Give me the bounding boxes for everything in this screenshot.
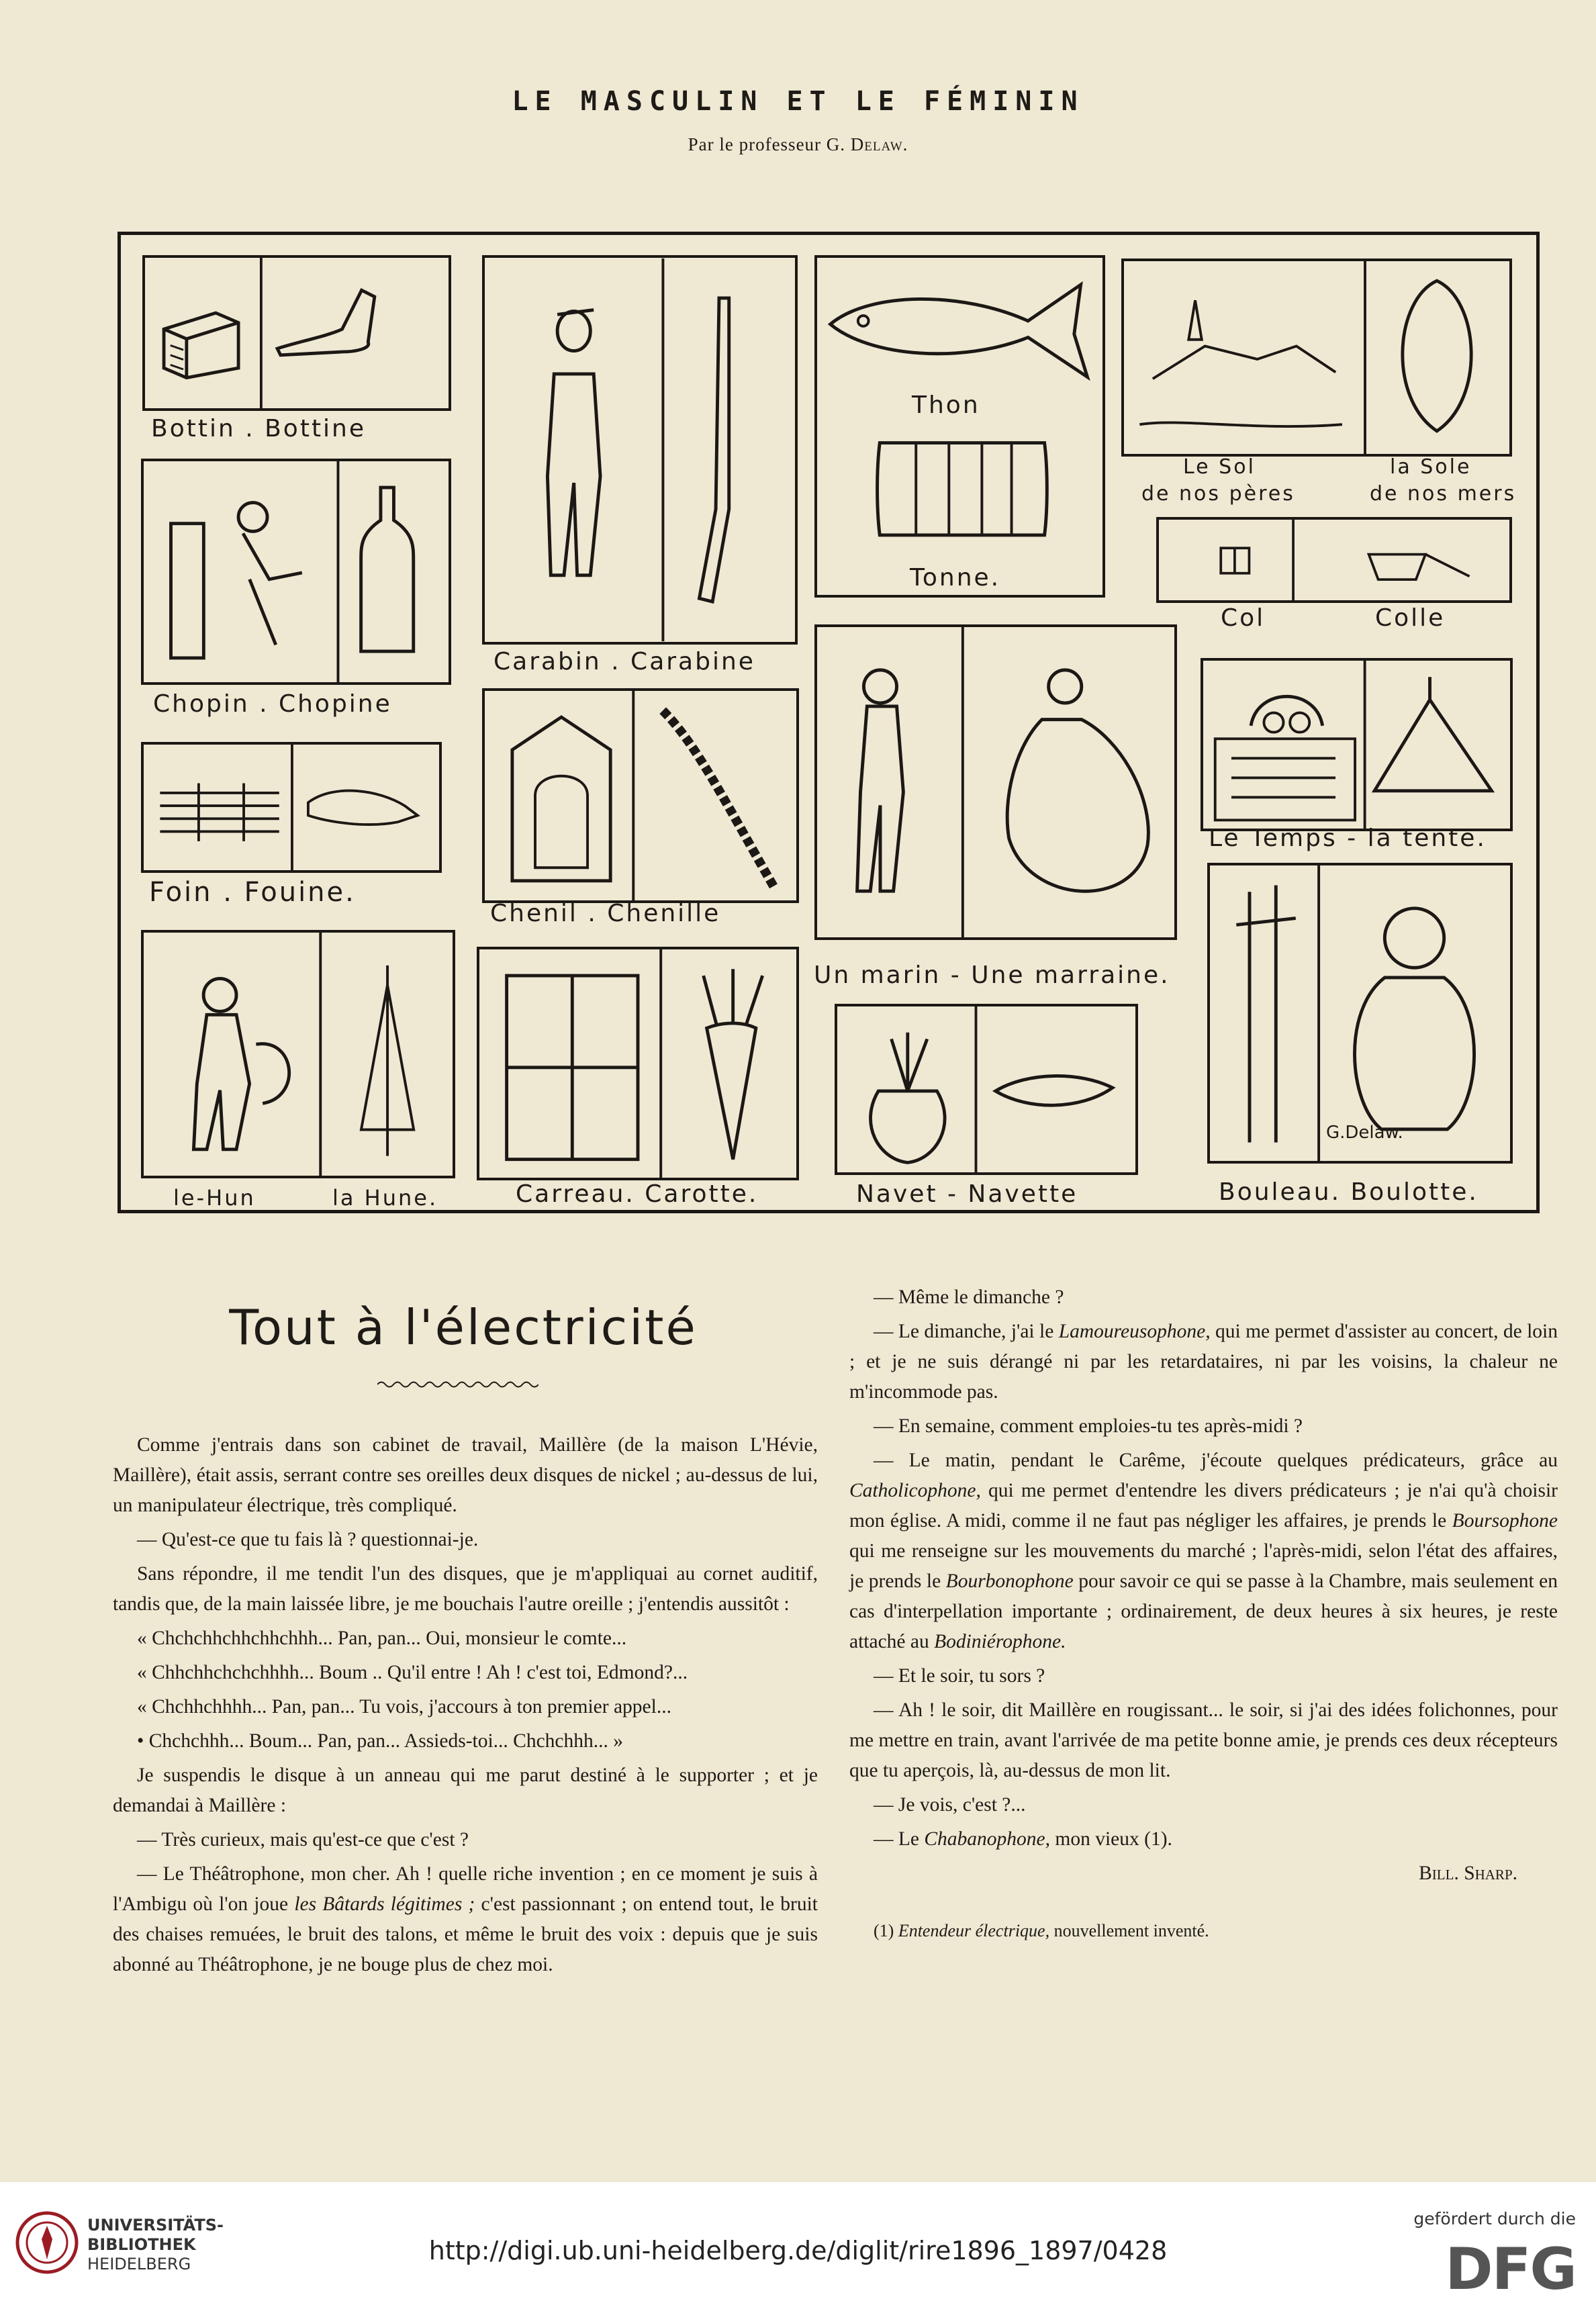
caption-marin: Un marin - Une marraine. xyxy=(814,961,1170,989)
sailor-and-godmother-drawing xyxy=(817,627,1174,937)
article-column-right xyxy=(849,1282,1558,1950)
caption-foin: Foin . Fouine. xyxy=(149,877,356,908)
panel-hun xyxy=(141,930,455,1178)
byline-author: Delaw. xyxy=(850,134,908,154)
quoted-line: « Chchchhchhchhchhh... Pan, pan... Oui, monsieur le comte... xyxy=(137,1628,627,1649)
italic-term: Bodiniérophone. xyxy=(934,1631,1066,1652)
italic-term: Catholicophone, xyxy=(849,1480,981,1501)
article-paragraph: — Ah ! le soir, dit Maillère en rougissant... le soir, si j'ai des idées folichonnes, pour me mettre en train, avant l'arrivée de ma petite bonne amie, je prends ces deux récepteurs que tu aperçois, là, au-dessus de mon lit. xyxy=(849,1699,1558,1781)
article-paragraph: — En semaine, comment emploies-tu tes après-midi ? xyxy=(874,1415,1303,1437)
article-paragraph: — Très curieux, mais qu'est-ce que c'est ? xyxy=(137,1829,469,1850)
caption-col: Col xyxy=(1221,604,1266,632)
caption-thon: Thon xyxy=(912,391,980,419)
article-title: Tout à l'électricité xyxy=(229,1299,698,1356)
caption-bottin: Bottin . Bottine xyxy=(151,415,367,442)
panel-col xyxy=(1156,517,1512,603)
footnote xyxy=(849,1916,1558,1946)
panel-chenil xyxy=(482,688,799,903)
article-signature: Bill. Sharp. xyxy=(1419,1863,1517,1884)
quoted-line: « Chhchhchchchhhh... Boum .. Qu'il entre ! Ah ! c'est toi, Edmond?... xyxy=(137,1662,688,1683)
italic-term: Boursophone xyxy=(1452,1510,1558,1532)
title-flourish-ornament xyxy=(377,1380,538,1389)
italic-term: Chabanophone, xyxy=(924,1828,1051,1850)
text-run: pour savoir ce qui se passe à la Chambre, mais seulement en cas d'interpellation importante ; ordinairement, de deux heures à six heures, je reste attaché au xyxy=(849,1570,1558,1652)
italic-term: Bourbonophone xyxy=(945,1570,1074,1592)
article-column-left xyxy=(113,1430,818,1984)
uni-line-3: HEIDELBERG xyxy=(87,2255,191,2273)
village-soil-and-sole-fish-drawing xyxy=(1124,261,1509,454)
caption-hun: le-Hun xyxy=(173,1185,256,1211)
birch-tree-and-plump-woman-drawing xyxy=(1210,865,1510,1161)
italic-term: Entendeur électrique, xyxy=(898,1921,1050,1940)
uni-line-1: UNIVERSITÄTS- xyxy=(87,2216,224,2235)
caption-carreau: Carreau. Carotte. xyxy=(516,1180,759,1208)
text-run: mon vieux (1). xyxy=(1055,1828,1172,1850)
caption-carabin: Carabin . Carabine xyxy=(494,648,755,675)
panel-navet xyxy=(835,1004,1138,1175)
caption-temps: Le Temps - la tente. xyxy=(1209,825,1487,852)
source-url-link[interactable]: http://digi.ub.uni-heidelberg.de/diglit/rire1896_1897/0428 xyxy=(428,2236,1168,2265)
quoted-line: « Chchhchhhh... Pan, pan... Tu vois, j'accours à ton premier appel... xyxy=(137,1696,671,1718)
article-paragraph: — Qu'est-ce que tu fais là ? questionnai-je. xyxy=(137,1529,479,1550)
caption-tonne: Tonne. xyxy=(910,564,1001,592)
uni-line-2: BIBLIOTHEK xyxy=(87,2235,196,2254)
caption-chopin: Chopin . Chopine xyxy=(153,690,392,718)
caption-sol-2: de nos pères xyxy=(1141,482,1295,506)
article-paragraph xyxy=(113,1859,818,1980)
text-run: — Le matin, pendant le Carême, j'écoute quelques prédicateurs, grâce au xyxy=(874,1450,1558,1471)
caption-hune: la Hune. xyxy=(332,1185,438,1211)
panel-carreau xyxy=(477,947,799,1180)
italic-title: les Bâtards légitimes ; xyxy=(294,1893,475,1915)
article-paragraph xyxy=(849,1317,1558,1407)
text-run: — Le xyxy=(874,1828,919,1850)
page-title: LE MASCULIN ET LE FÉMININ xyxy=(512,86,1084,117)
quoted-line: • Chchchhh... Boum... Pan, pan... Assieds-toi... Chchchhh... » xyxy=(137,1730,624,1752)
panel-foin xyxy=(141,742,442,873)
article-paragraph: Je suspendis le disque à un anneau qui me parut destiné à le supporter ; et je demandai à Maillère : xyxy=(113,1765,818,1816)
collar-and-glue-pot-drawing xyxy=(1159,520,1509,600)
hun-warrior-and-mast-top-drawing xyxy=(144,933,453,1176)
dfg-logo: DFG xyxy=(1445,2236,1576,2303)
panel-sol xyxy=(1121,258,1512,457)
panel-marin xyxy=(814,624,1177,940)
byline-prefix: Par le professeur G. xyxy=(688,134,846,154)
caption-sol: Le Sol xyxy=(1183,455,1256,479)
panel-temps xyxy=(1201,658,1513,831)
panel-chopin xyxy=(141,459,451,685)
panel-thon xyxy=(814,255,1105,598)
caption-sole: la Sole xyxy=(1390,455,1472,479)
text-run: qui me permet d'entendre les divers prédicateurs ; je n'ai qu'à choisir mon église. A midi, comme il ne faut pas négliger les affaires, je prends le xyxy=(849,1480,1558,1532)
byline xyxy=(0,134,1596,155)
article-paragraph: — Et le soir, tu sors ? xyxy=(874,1665,1045,1687)
text-run: qui me permet d'assister au concert, de loin ; et je ne suis dérangé ni par les retardataires, ni par les voisins, la chaleur ne m'incommode pas. xyxy=(849,1321,1558,1403)
article-paragraph xyxy=(849,1446,1558,1657)
caption-chenil: Chenil . Chenille xyxy=(490,900,721,927)
article-paragraph: Sans répondre, il me tendit l'un des disques, que je m'appliquai au cornet auditif, tandis que, de la main laissée libre, je me bouchais l'autre oreille ; j'entendis aussitôt : xyxy=(113,1563,818,1615)
window-pane-and-carrot-drawing xyxy=(479,949,796,1178)
panel-carabin xyxy=(482,255,798,645)
text-run: (1) xyxy=(874,1921,894,1940)
text-run: — Le dimanche, j'ai le xyxy=(874,1321,1054,1342)
newspaper-reader-and-tent-drawing xyxy=(1203,661,1510,829)
panel-bottin xyxy=(142,255,451,411)
caption-colle: Colle xyxy=(1375,604,1446,632)
text-run: — Le Théâtrophone, mon cher. Ah ! quelle riche invention ; en ce moment je suis à l'Ambigu où l'on joue xyxy=(113,1863,818,1915)
text-run: nouvellement inventé. xyxy=(1053,1921,1209,1940)
carabin-soldier-and-rifle-drawing xyxy=(485,258,795,642)
bottin-book-and-boot-drawing xyxy=(145,258,449,408)
text-run: qui me renseigne sur les mouvements du marché ; l'après-midi, selon l'état des affaires, je prends le xyxy=(849,1540,1558,1592)
italic-term: Lamoureusophone, xyxy=(1058,1321,1211,1342)
caption-bouleau: Bouleau. Boulotte. xyxy=(1219,1178,1478,1206)
turnip-and-shuttle-drawing xyxy=(837,1006,1135,1172)
pianist-and-bottle-drawing xyxy=(144,461,449,682)
tuna-and-barrel-drawing xyxy=(817,258,1102,595)
hay-bale-and-weasel-drawing xyxy=(144,745,439,870)
article-paragraph: — Je vois, c'est ?... xyxy=(874,1794,1026,1816)
article-paragraph: Comme j'entrais dans son cabinet de travail, Maillère (de la maison L'Hévie, Maillère), était assis, serrant contre ses oreilles deux disques de nickel ; au-dessus de lui, un manipulateur électrique, très compliqué. xyxy=(113,1434,818,1516)
text-run: c'est passionnant ; on entend tout, le bruit des chaises remuées, le bruit des talons, et même le bruit des voix : depuis que je suis abonné au Théâtrophone, je ne bouge plus de chez moi. xyxy=(113,1893,818,1975)
kennel-and-caterpillar-drawing xyxy=(485,691,796,900)
funding-label: gefördert durch die xyxy=(1413,2209,1576,2228)
caption-navet: Navet - Navette xyxy=(856,1180,1078,1208)
illustrator-signature: G.Delaw. xyxy=(1326,1123,1403,1143)
article-paragraph xyxy=(849,1824,1558,1854)
caption-sole-2: de nos mers xyxy=(1370,482,1517,506)
panel-bouleau xyxy=(1207,863,1513,1164)
article-paragraph: — Même le dimanche ? xyxy=(874,1286,1064,1308)
